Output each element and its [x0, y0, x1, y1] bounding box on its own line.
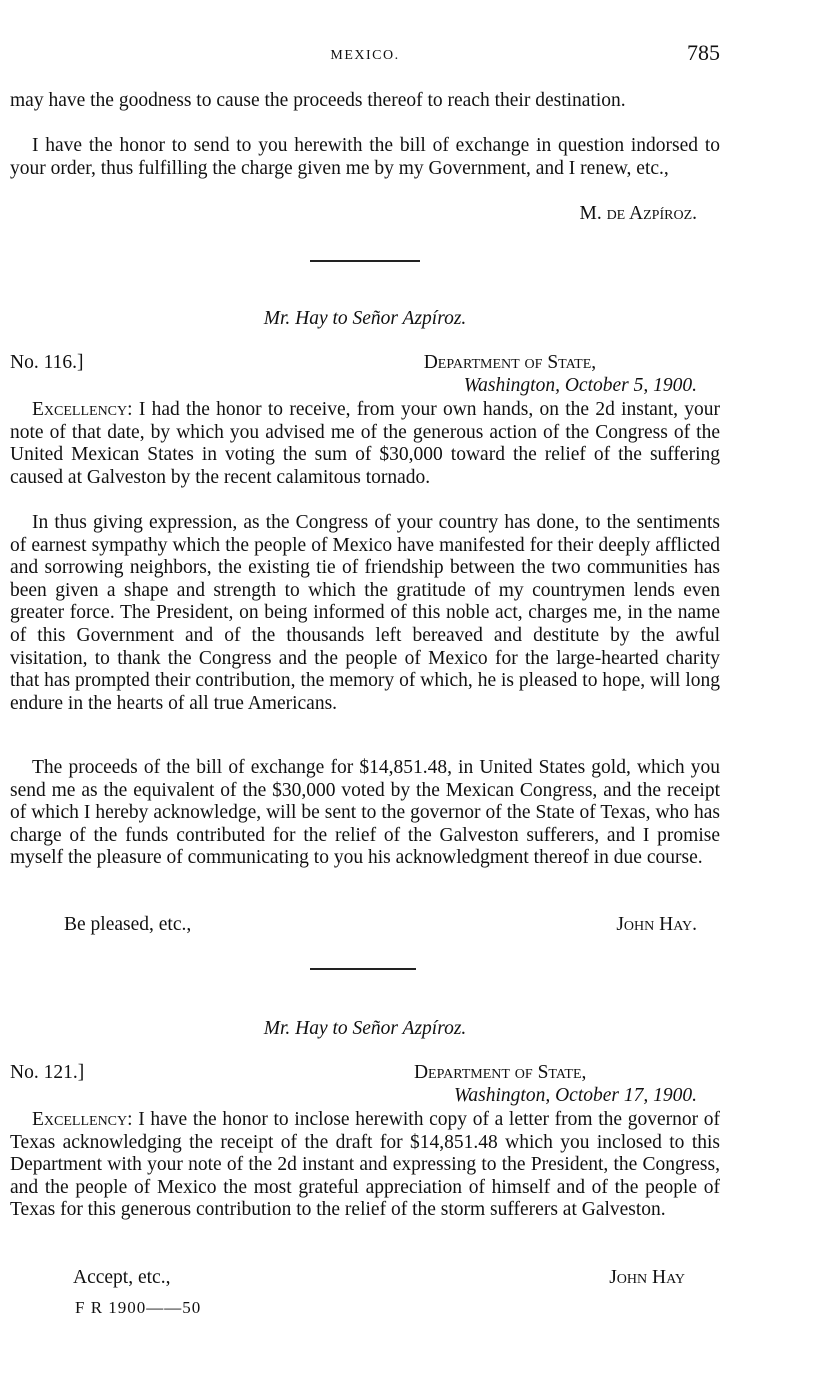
- letter-body-paragraph: The proceeds of the bill of exchange for $14,851.48, in United States gold, which you send me as the equivalent of the $30,000 voted by the Mexican Congress, and the receipt of which I hereby acknowledge, will be sent to the governor of the State of Texas, who has charge of the funds contributed for the relief of the Galveston sufferers, and I promise myself the pleasure of communicating to you his acknowledgment thereof in due course.: [10, 757, 720, 869]
- letter-body-paragraph: In thus giving expression, as the Congress of your country has done, to the sentiments of earnest sympathy which the people of Mexico have manifested for their deeply afflicted and sorrowing neighbors, the existing tie of friendship between the two communities has been given a shape and strength to which the gratitude of my countrymen lends even greater force. The President, on being informed of this noble act, charges me, in the name of this Government and of the thousands left bereaved and destitute by the awful visitation, to thank the Congress and the people of Mexico for the large-hearted charity that has prompted their contribution, the memory of which, he is pleased to hope, will long endure in the hearts of all true Americans.: [10, 512, 720, 714]
- letter-heading: Mr. Hay to Señor Azpíroz.: [263, 1018, 467, 1039]
- dateline-block: [423, 352, 697, 397]
- paragraph-text: I had the honor to receive, from your own hands, on the 2d instant, your note of that date, by which you advised me of the generous action of the Congress of the United Mexican States in voting the sum of $30,000 toward the relief of the suffering caused at Galveston by the recent calamitous tornado.: [10, 399, 721, 488]
- document-number: No. 116.]: [10, 352, 84, 373]
- page-number: 785: [687, 40, 720, 65]
- paragraph-text: I have the honor to inclose herewith copy of a letter from the governor of Texas acknowledging the receipt of the draft for $14,851.48 which you inclosed to this Department with your note of the 2d instant and expressing to the President, the Congress, and the people of Mexico the most grateful appreciation of himself and of the people of Texas for this generous contribution to the relief of the storm sufferers at Galveston.: [10, 1109, 721, 1221]
- closing: Be pleased, etc.,: [64, 914, 192, 935]
- dateline: Washington, October 17, 1900.: [453, 1084, 697, 1106]
- letter-body-paragraph: [10, 399, 720, 489]
- dateline-block: [413, 1062, 697, 1107]
- document-number: No. 121.]: [10, 1062, 85, 1083]
- running-title: MEXICO.: [330, 48, 400, 63]
- letter-body-paragraph: [10, 1109, 720, 1222]
- dateline: Washington, October 5, 1900.: [463, 374, 697, 396]
- running-head: [10, 40, 720, 70]
- department-label: Department of State,: [423, 352, 597, 373]
- closing: Accept, etc.,: [73, 1267, 171, 1288]
- salutation: Excellency:: [32, 1109, 133, 1130]
- document-page: [10, 0, 720, 1380]
- paragraph-continuation: may have the goodness to cause the proceeds thereof to reach their destination.: [10, 90, 626, 111]
- printer-signature-mark: F R 1900——50: [75, 1298, 202, 1317]
- signature-azpiroz: M. de Azpíroz.: [579, 203, 697, 224]
- signature-hay: John Hay: [609, 1267, 685, 1288]
- signature-hay: John Hay.: [616, 914, 697, 935]
- section-divider: [310, 260, 420, 262]
- salutation: Excellency:: [32, 399, 133, 420]
- department-label: Department of State,: [413, 1062, 587, 1083]
- paragraph-closing: I have the honor to send to you herewith the bill of exchange in question indorsed to your order, thus fulfilling the charge given me by my Government, and I renew, etc.,: [10, 135, 720, 179]
- letter-heading: Mr. Hay to Señor Azpíroz.: [263, 308, 467, 329]
- section-divider: [310, 968, 416, 970]
